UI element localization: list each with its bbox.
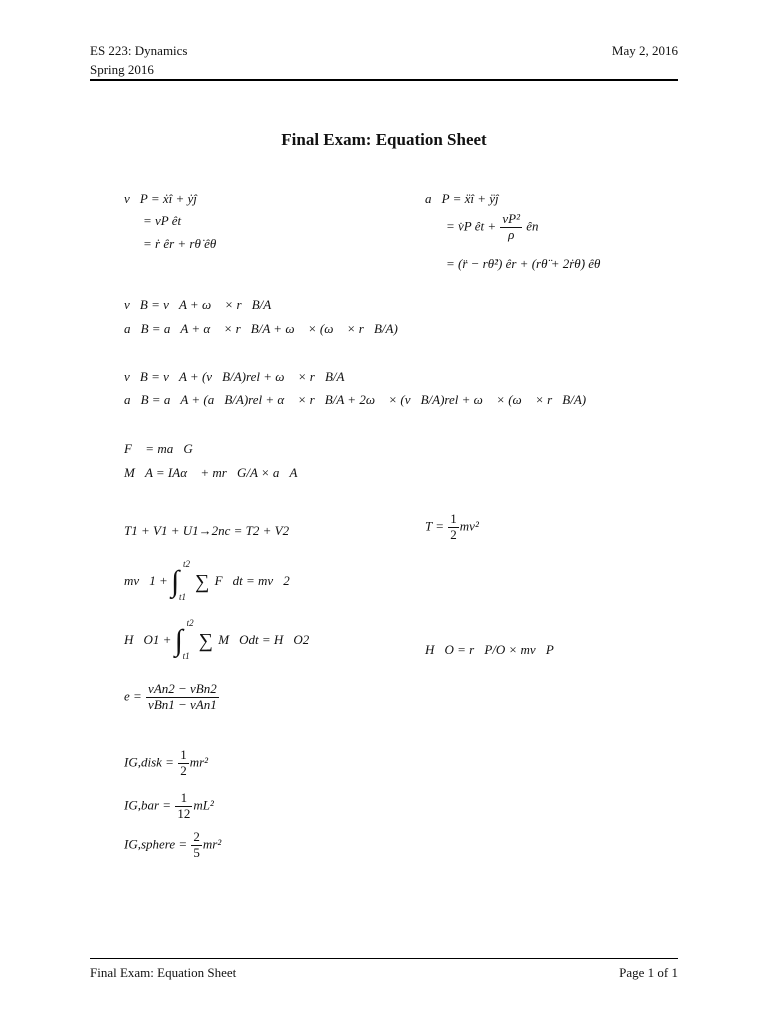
acceleration-polar: = (r̈ − rθ̇²) êr + (rθ̈ + 2ṙθ̇) êθ <box>446 256 601 271</box>
newton-moment: M⃗A = IAα⃗ + mr⃗G/A × a⃗A <box>124 465 298 480</box>
inertia-bar: IG,bar = $\frac{1}{12}$ mL² <box>124 790 214 821</box>
rotating-frame-acceleration: a⃗B = a⃗A + (a⃗B/A)rel + α⃗ × r⃗B/A + 2ω⃗ × (v⃗B/A)rel + ω⃗ × (ω⃗ × r⃗B/A) <box>124 392 587 407</box>
acceleration-path: = v̇P êt + $\frac{\text{vP²}}{\rho}$ ên <box>446 211 539 242</box>
inertia-disk: IG,disk = $\frac{1}{2}$ mr² <box>124 747 209 778</box>
inertia-sphere: IG,sphere = $\frac{2}{5}$ mr² <box>124 829 222 860</box>
header-rule <box>90 79 678 81</box>
rotating-frame-velocity: v⃗B = v⃗A + (v⃗B/A)rel + ω⃗ × r⃗B/A <box>124 369 345 384</box>
term: Spring 2016 <box>90 62 154 77</box>
velocity-path: = vP êt <box>143 213 182 228</box>
course-name: ES 223: Dynamics <box>90 43 188 58</box>
page-title: Final Exam: Equation Sheet <box>281 130 487 149</box>
date: May 2, 2016 <box>611 43 678 58</box>
coefficient-of-restitution: e = $\frac{\text{vAn2 − vBn2}}{\text{vBn1 − vAn1}}$ <box>124 681 217 712</box>
velocity-cartesian: v⃗P = ẋî + ẏĵ <box>124 191 197 206</box>
angular-momentum: H⃗O = r⃗P/O × mv⃗P <box>425 642 554 657</box>
footer-rule <box>90 958 678 959</box>
page-number: Page 1 of 1 <box>619 965 678 980</box>
relative-velocity: v⃗B = v⃗A + ω⃗ × r⃗B/A <box>124 297 272 312</box>
velocity-polar: = ṙ êr + rθ̇ êθ <box>143 236 217 251</box>
kinetic-energy: T = $\frac{1}{2}$ mv² <box>425 511 479 542</box>
relative-acceleration: a⃗B = a⃗A + α⃗ × r⃗B/A + ω⃗ × (ω⃗ × r⃗B/A) <box>124 321 398 336</box>
work-energy: T1 + V1 + U1→2nc = T2 + V2 <box>124 523 290 538</box>
angular-impulse-momentum: H⃗O1 + ∫ t2 t1 ∑ M⃗Odt = H⃗O2 <box>124 618 310 661</box>
acceleration-cartesian: a⃗P = ẍî + ÿĵ <box>425 191 499 206</box>
footer-title: Final Exam: Equation Sheet <box>90 965 237 980</box>
newton-force: F⃗ = ma⃗G <box>124 441 193 456</box>
linear-impulse-momentum: mv⃗1 + ∫ t2 t1 ∑ F⃗dt = mv⃗2 <box>124 559 290 602</box>
